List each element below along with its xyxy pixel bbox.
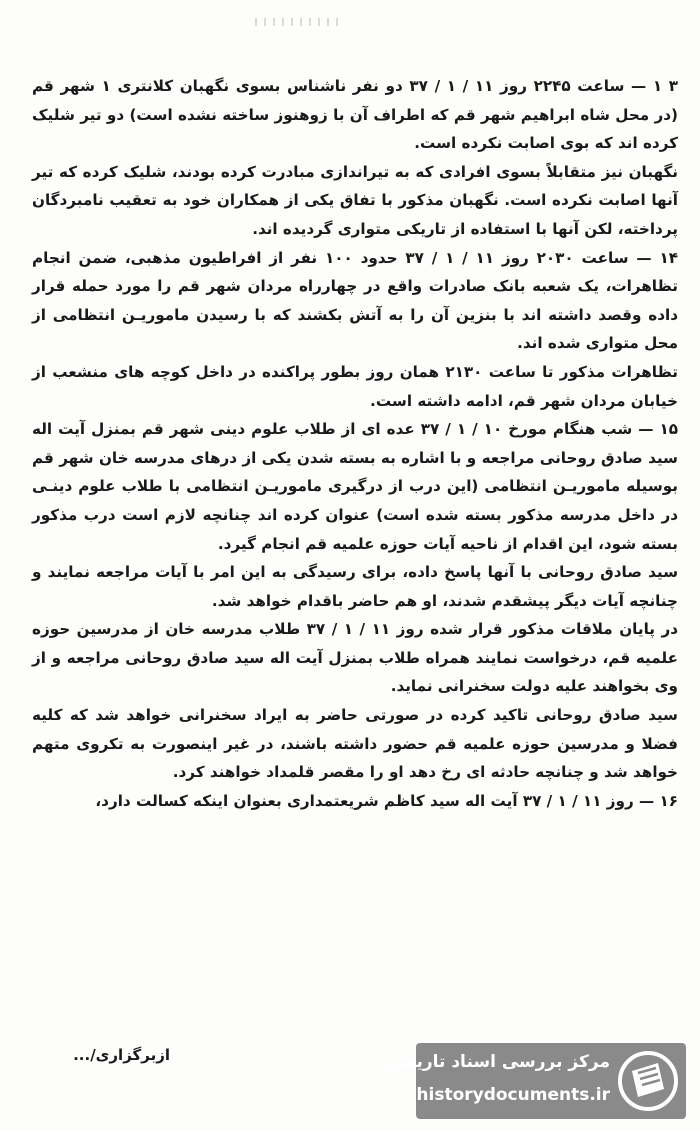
paragraph: ۱۴ — ساعت ۲۰۳۰ روز ۱۱ / ۱ / ۳۷ حدود ۱۰۰ نفر از افراطیون مذهبی، ضمن انجام تظاهرات، یک شعبه بانک صادرات واقع در چهارراه مردان شهر قم را مورد حمله قرار داده وقصد داشته اند با بنزین آن را به آتش بکشند که با رسیدن ماموریـن انتظامی از محل متواری شده اند. xyxy=(32,248,678,353)
watermark-title: مرکز بررسی اسناد تاریخی xyxy=(387,1052,610,1072)
scan-noise xyxy=(255,18,345,26)
watermark-url: historydocuments.ir xyxy=(416,1085,610,1105)
watermark-stamp xyxy=(387,1043,686,1119)
footer-note: ازبرگزاری/... xyxy=(73,1046,170,1064)
paragraph: سید صادق روحانی با آنها پاسخ داده، برای رسیدگی به این امر با آیات مراجعه نمایند و چنانچه آیات دیگر پیشقدم شدند، او هم حاضر باقدام خواهد شد. xyxy=(32,563,678,610)
paragraph: نگهبان نیز متقابلاً بسوی افرادی که به تیراندازی مبادرت کرده بودند، شلیک کرده که تیر آنها اصابت نکرده است. نگهبان مذکور با تفاق یکی از همکاران خود به تعقیب نامبردگان پرداخته، لکن آنها با استفاده از تاریکی متواری گردیده اند. xyxy=(32,162,678,238)
paragraph: سید صادق روحانی تاکید کرده در صورتی حاضر به ایراد سخنرانی خواهد شد که کلیه فضلا و مدرسین حوزه علمیه قم حضور داشته باشند، در غیر اینصورت به تکروی متهم خواهد شد و چنانچه حادثه ای رخ دهد او را مقصر قلمداد خواهند کرد. xyxy=(32,706,678,782)
document-center-logo-icon xyxy=(618,1051,678,1111)
paragraph: در پایان ملاقات مذکور قرار شده روز ۱۱ / ۱ / ۳۷ طلاب مدرسه خان از مدرسین حوزه علمیه قم، درخواست نمایند همراه طلاب بمنزل آیت اله سید صادق روحانی مراجعه و از وی بخواهند علیه دولت سخنرانی نماید. xyxy=(32,620,679,696)
paragraph: ۱۶ — روز ۱۱ / ۱ / ۳۷ آیت اله سید کاظم شریعتمداری بعنوان اینکه کسالت دارد، xyxy=(95,791,678,810)
paragraph: ۱۵ — شب هنگام مورخ ۱۰ / ۱ / ۳۷ عده ای از طلاب علوم دینی شهر قم بمنزل آیت اله سید صادق روحانی مراجعه و با اشاره به بسته شدن یکی از درهای مدرسه خان شهر قم بوسیله ماموریـن انتظامی (این درب از درگیری ماموریـن انتظامی با طلاب علوم دینـی در داخل مدرسه مذکور بسته شده است) عنوان کرده اند چنانچه لازم است درب مذکور بسته شود، این اقدام از ناحیه آیات حوزه علمیه قم انجام گیرد. xyxy=(32,420,678,553)
paragraph: تظاهرات مذکور تا ساعت ۲۱۳۰ همان روز بطور پراکنده در داخل کوچه های منشعب از خیابان مردان شهر قم، ادامه داشته است. xyxy=(32,362,678,410)
document-body xyxy=(32,72,678,815)
paragraph: ۳ ۱ — ساعت ۲۲۴۵ روز ۱۱ / ۱ / ۳۷ دو نفر ناشناس بسوی نگهبان کلانتری ۱ شهر قم (در محل شاه ابراهیم شهر قم که اطراف آن با زوهنوز ساخته نشده است) دو تیر شلیک کرده اند که بوی اصابت نکرده است. xyxy=(32,77,679,153)
